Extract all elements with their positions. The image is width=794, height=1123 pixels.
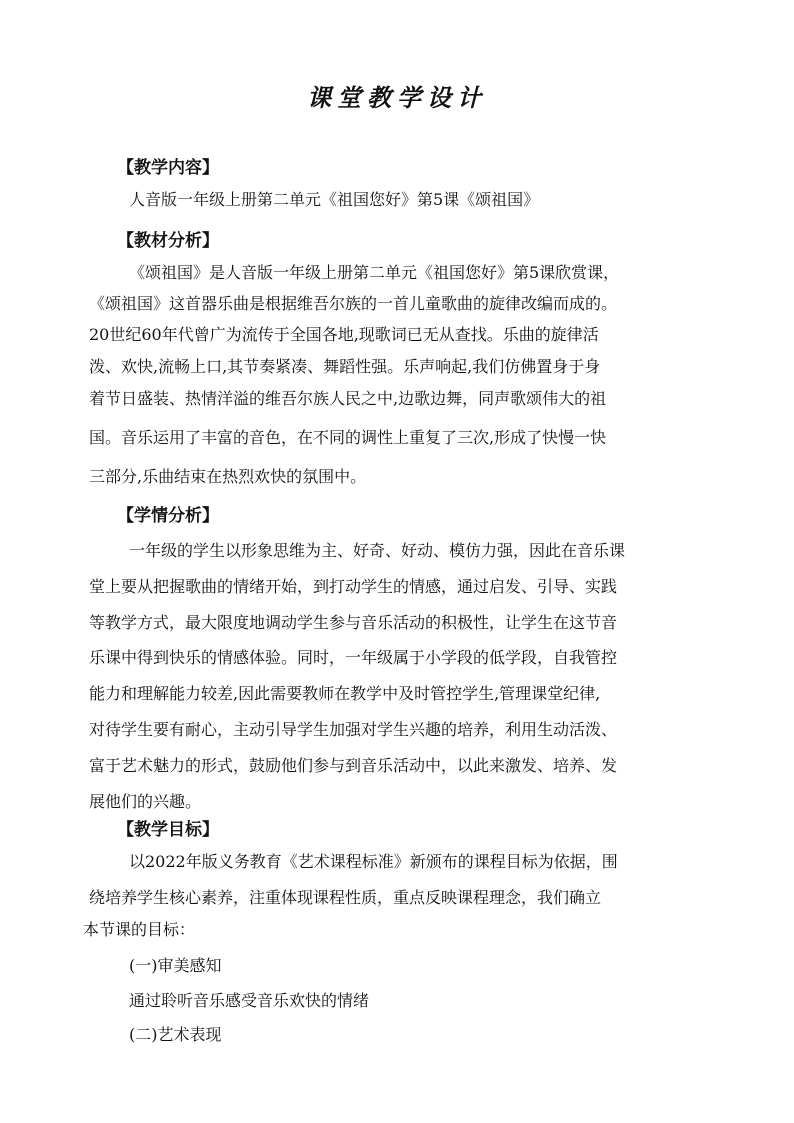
page-title: 课堂教学设计 bbox=[307, 83, 487, 112]
paragraph-line: 《颂祖国》是人音版一年级上册第二单元《祖国您好》第5课欣赏课， bbox=[129, 263, 620, 282]
paragraph-line: 乐课中得到快乐的情感体验。同时，一年级属于小学段的低学段，自我管控 bbox=[89, 648, 618, 667]
section-heading-content: 【教学内容】 bbox=[117, 158, 219, 178]
paragraph-line: 国。音乐运用了丰富的音色，在不同的调性上重复了三次,形成了快慢一快 bbox=[89, 428, 607, 447]
paragraph-line: 通过聆听音乐感受音乐欢快的情绪 bbox=[129, 991, 370, 1010]
section-heading-goals: 【教学目标】 bbox=[117, 820, 219, 840]
paragraph-line: 泼、欢快,流畅上口,其节奏紧凑、舞蹈性强。乐声响起,我们仿佛置身于身 bbox=[89, 357, 601, 376]
paragraph-line: 人音版一年级上册第二单元《祖国您好》第5课《颂祖国》 bbox=[129, 190, 540, 209]
paragraph-line: 等教学方式，最大限度地调动学生参与音乐活动的积极性，让学生在这节音 bbox=[89, 613, 618, 632]
paragraph-line: 本节课的目标： bbox=[83, 920, 196, 939]
paragraph-line: 绕培养学生核心素养，注重体现课程性质，重点反映课程理念，我们确立 bbox=[89, 888, 602, 907]
paragraph-line: 着节日盛装、热情洋溢的维吾尔族人民之中,边歌边舞，同声歌颂伟大的祖 bbox=[89, 389, 607, 408]
paragraph-line: 能力和理解能力较差,因此需要教师在教学中及时管控学生,管理课堂纪律, bbox=[89, 684, 601, 703]
paragraph-line: 堂上要从把握歌曲的情绪开始，到打动学生的情感，通过启发、引导、实践 bbox=[89, 577, 618, 596]
paragraph-line: 对待学生要有耐心，主动引导学生加强对学生兴趣的培养，利用生动活泼、 bbox=[89, 720, 618, 739]
goal-subheading: (一)审美感知 bbox=[129, 956, 222, 975]
paragraph-line: 以2022年版义务教育《艺术课程标准》新颁布的课程目标为依据，围 bbox=[129, 852, 618, 871]
paragraph-line: 一年级的学生以形象思维为主、好奇、好动、模仿力强，因此在音乐课 bbox=[129, 541, 626, 560]
paragraph-line: 20世纪60年代曾广为流传于全国各地,现歌词已无从查找。乐曲的旋律活 bbox=[89, 325, 599, 344]
paragraph-line: 《颂祖国》这首器乐曲是根据维吾尔族的一首儿童歌曲的旋律改编而成的。 bbox=[89, 294, 618, 313]
section-heading-students: 【学情分析】 bbox=[117, 506, 219, 526]
paragraph-line: 展他们的兴趣。 bbox=[89, 792, 202, 811]
paragraph-line: 富于艺术魅力的形式，鼓励他们参与到音乐活动中，以此来激发、培养、发 bbox=[89, 756, 618, 775]
section-heading-material: 【教材分析】 bbox=[117, 231, 219, 251]
goal-subheading: (二)艺术表现 bbox=[129, 1025, 222, 1044]
paragraph-line: 三部分,乐曲结束在热烈欢快的氛围中。 bbox=[89, 467, 367, 486]
